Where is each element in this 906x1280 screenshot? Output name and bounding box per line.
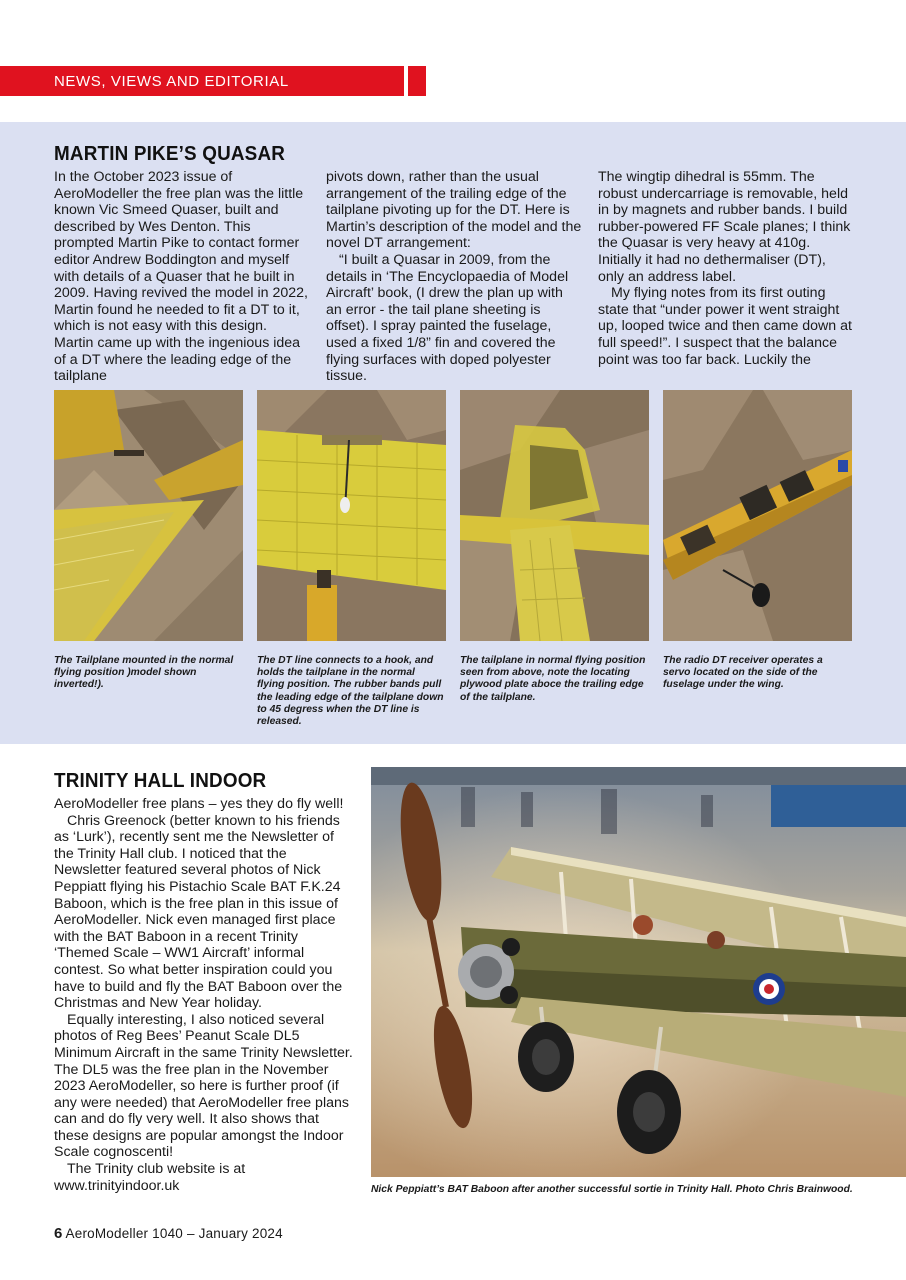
quasar-col3-para-2: My flying notes from its first outing state that “under power it went straight up, looped twice and then came down at full speed!”. I suspect that the balance point was too far back. Luckily the: [598, 285, 852, 368]
dt-line-hook-photo: [257, 390, 446, 641]
caption-photo-4: The radio DT receiver operates a servo located on the side of the fuselage under the wing.: [663, 655, 823, 691]
quasar-col2-para-2: “I built a Quasar in 2009, from the details in ‘The Encyclopaedia of Model Aircraft’ book, (I drew the plan up with an error - the tail plane sheeting is offset). I spray painted the fuselage, used a fixed 1/8” fin and covered the flying surfaces with doped polyester tissue.: [326, 251, 569, 385]
radio-receiver-photo: [663, 390, 852, 641]
quasar-col2-para-1: pivots down, rather than the usual arrangement of the trailing edge of the tailplane pivoting up for the DT. Here is Martin’s description of the model and the novel DT arrangement:: [326, 169, 582, 252]
quasar-heading: MARTIN PIKE’S QUASAR: [54, 142, 286, 165]
quasar-column-1: [54, 169, 310, 385]
trinity-para-4: The Trinity club website is at www.trinityindoor.uk: [54, 1161, 246, 1194]
trinity-heading: TRINITY HALL INDOOR: [54, 769, 267, 792]
section-header-bar: [0, 66, 404, 96]
page-number: 6: [54, 1225, 63, 1242]
caption-bat-baboon: Nick Peppiatt’s BAT Baboon after another successful sortie in Trinity Hall. Photo Chris Brainwood.: [371, 1184, 853, 1195]
trinity-para-3: Equally interesting, I also noticed several photos of Reg Bees’ Peanut Scale DL5 Minimum Aircraft in the same Trinity Newsletter. The DL5 was the free plan in the November 2023 AeroModeller, so here is further proof (if any were needed) that AeroModeller free plans can and do fly very well. It also shows that these designs are popular amongst the Indoor Scale cognoscenti!: [54, 1011, 353, 1161]
quasar-column-3: [598, 169, 854, 368]
quasar-col3-para-1: The wingtip dihedral is 55mm. The robust undercarriage is removable, held in by magnets and rubber bands. I build rubber-powered FF Scale planes; I think the Quasar is very heavy at 410g. Initially it had no dethermaliser (DT), only an address label.: [598, 169, 851, 285]
quasar-col1-para-1: In the October 2023 issue of AeroModeller the free plan was the little known Vic Smeed Quaser, built and described by Wes Denton. This prompted Martin Pike to contact former editor Andrew Boddington and myself with details of a Quaser that he built in 2009. Having revived the model in 2022, Martin found he needed to fit a DT to it, which is not easy with this design. Martin came up with the ingenious idea of a DT where the leading edge of the tailplane: [54, 169, 308, 385]
trinity-para-2: Chris Greenock (better known to his friends as ‘Lurk’), recently sent me the Newsletter of the Trinity Hall club. I noticed that the Newsletter featured several photos of Nick Peppiatt flying his Pistachio Scale BAT F.K.24 Baboon, which is the free plan in this issue of AeroModeller. Nick even managed first place with the BAT Baboon in a recent Trinity ‘Themed Scale – WW1 Aircraft’ informal contest. So what better inspiration could you have to build and fly the BAT Baboon over the Christmas and New Year holiday.: [54, 812, 343, 1012]
trinity-column: [54, 796, 354, 1194]
trinity-para-1: AeroModeller free plans – yes they do fly well!: [54, 796, 344, 812]
caption-photo-2: The DT line connects to a hook, and holds the tailplane in the normal flying position. The rubber bands pull the leading edge of the tailplane down to 45 degress when the DT line is released.: [257, 655, 444, 728]
tailplane-inverted-photo: [54, 390, 243, 641]
issue-line: AeroModeller 1040 – January 2024: [65, 1226, 283, 1241]
section-header-label: NEWS, VIEWS AND EDITORIAL: [54, 73, 289, 90]
quasar-column-2: [326, 169, 582, 385]
tailplane-above-photo: [460, 390, 649, 641]
caption-photo-3: The tailplane in normal flying position seen from above, note the locating plywood plate aboce the trailing edge of the tailplane.: [460, 655, 646, 703]
caption-photo-1: The Tailplane mounted in the normal flying position )model shown inverted!).: [54, 655, 234, 691]
bat-baboon-photo: [371, 767, 906, 1177]
page-footer: [54, 1225, 283, 1242]
section-header-tab: [408, 66, 426, 96]
